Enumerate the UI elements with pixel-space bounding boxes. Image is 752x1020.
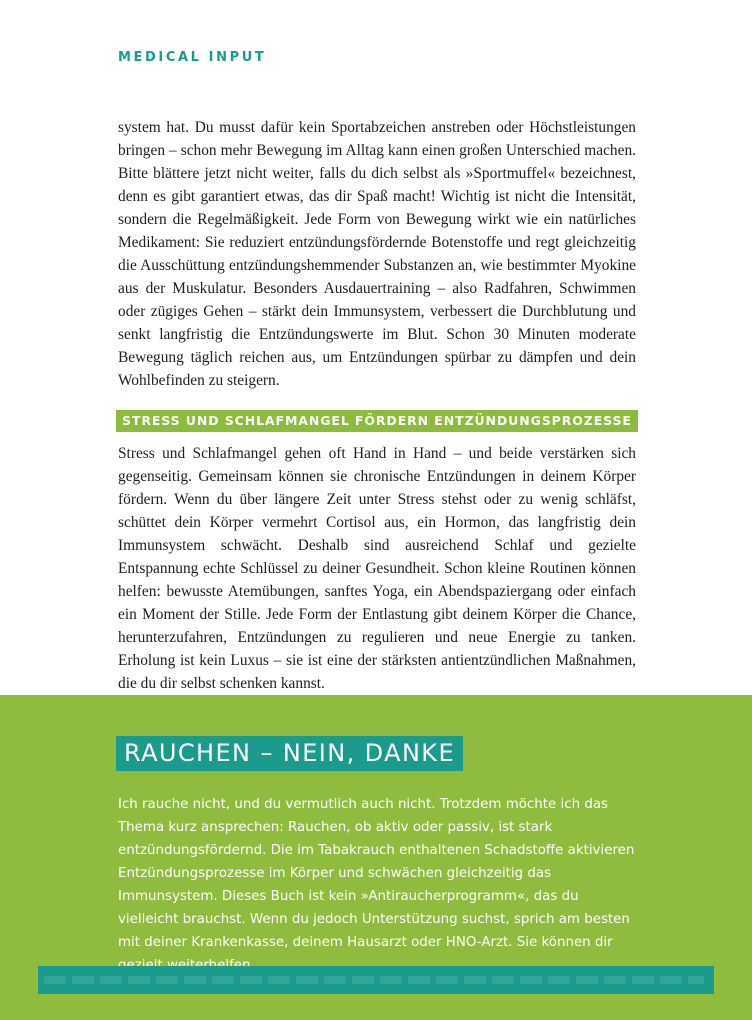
info-box-title: RAUCHEN – NEIN, DANKE	[116, 736, 463, 771]
info-box-paragraph: Ich rauche nicht, und du vermutlich auch nicht. Trotzdem möchte ich das Thema kurz ansprechen: Rauchen, ob aktiv oder passiv, ist stark entzündungsfördernd. Die im Tabakrauch enthaltenen Schadstoffe aktivieren Entzündungsprozesse im Körper und schwächen gleichzeitig das Immunsystem. Dieses Buch ist kein »Antiraucherprogramm«, das du vielleicht brauchst. Wenn du jedoch Unterstützung suchst, sprich am besten mit deiner Krankenkasse, deinem Hausarzt oder HNO-Arzt. Sie können dir	[118, 797, 635, 950]
body-paragraph-stress: Stress und Schlafmangel gehen oft Hand in Hand – und beide verstärken sich gegenseitig. Gemeinsam können sie chronische Entzündungen in deinem Körper fördern. Wenn du über längere Zeit unter Stress stehst oder zu wenig schläfst, schüttet dein Körper vermehrt Cortisol aus, ein Hormon, das langfristig dein Immunsystem schwächt. Deshalb sind ausreichend Schlaf und gezielte Entspannung echte Schlüssel zu deiner Gesundheit. Schon kleine Routinen können helfen: bewusste Atemübungen, sanftes Yoga, ein Abendspaziergang oder einfach ein Moment der Stille. Jede Form der Entlastung gibt deinem Körper die Chance, herunterzufahren, Entzündungen zu regulieren und neue Energie zu tanken. Erholung ist kein Luxus – sie ist eine der stärksten antientzündlichen Maßnahmen, die du dir selbst schenken kannst.	[118, 445, 636, 692]
footer-band-texture	[44, 976, 704, 984]
section-heading-stress: STRESS UND SCHLAFMANGEL FÖRDERN ENTZÜNDUNGSPROZESSE	[116, 410, 638, 432]
running-head: MEDICAL INPUT	[118, 50, 267, 65]
body-paragraph-exercise: system hat. Du musst dafür kein Sportabzeichen anstreben oder Höchstleistungen bringen – schon mehr Bewegung im Alltag kann einen großen Unterschied machen. Bitte blättere jetzt nicht weiter, falls du dich selbst als »Sportmuffel« bezeichnest, denn es gibt garantiert etwas, das dir Spaß macht! Wichtig ist nicht die Intensität, sondern die Regelmäßigkeit. Jede Form von Bewegung wirkt wie ein natürliches Medikament: Sie reduziert entzündungsfördernde Botenstoffe und regt gleichzeitig die Ausschüttung entzündungshemmender Substanzen an, wie bestimmter Myokine aus der Muskulatur. Besonders Ausdauertraining – also Radfahren, Schwimmen oder zügiges Gehen – stärkt dein Immunsystem, verbessert die Durchblutung und senkt langfristig die Entzündungswerte im Blut. Schon 30 Minuten moderate Bewegung täglich reichen aus, um Entzündungen spürbar zu dämpfen und dein Wohlbefinden zu steigern.	[118, 119, 636, 389]
